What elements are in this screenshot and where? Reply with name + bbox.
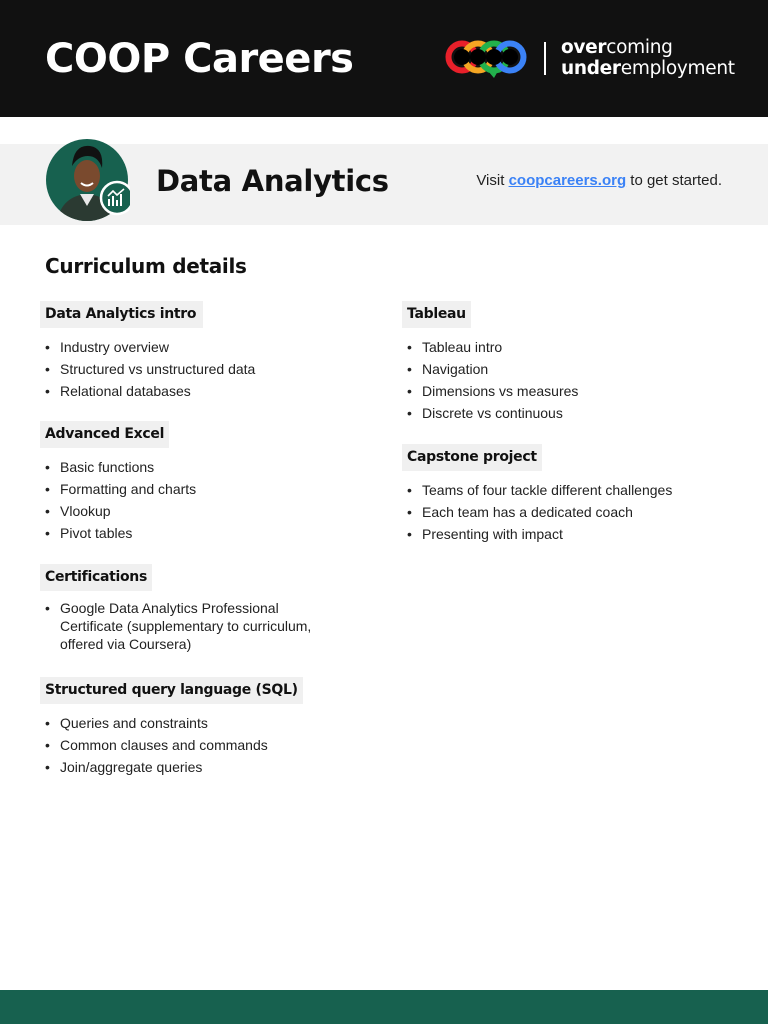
brand-title: COOP Careers (45, 36, 354, 82)
list-item: • Vlookup (45, 500, 196, 522)
module-items (40, 599, 340, 653)
line-chart-icon (101, 182, 130, 214)
module-tableau (402, 301, 578, 424)
module-items (40, 336, 255, 402)
module-certifications (40, 564, 340, 653)
tagline-rest-1: coming (606, 37, 673, 58)
tagline (561, 37, 735, 79)
list-item: • Teams of four tackle different challenges (407, 479, 672, 501)
visit-prefix: Visit (476, 172, 509, 189)
list-item: • Presenting with impact (407, 523, 672, 545)
tagline-bold-2: under (561, 58, 621, 79)
tagline-line-2 (561, 58, 735, 79)
program-title: Data Analytics (156, 164, 389, 198)
module-title: Certifications (40, 564, 152, 591)
list-item: • Structured vs unstructured data (45, 358, 255, 380)
module-advanced-excel (40, 421, 196, 544)
list-item: • Relational databases (45, 380, 255, 402)
visit-suffix: to get started. (626, 172, 722, 189)
module-title: Advanced Excel (40, 421, 169, 448)
tagline-rest-2: employment (620, 58, 735, 79)
header (0, 0, 768, 117)
list-item: • Each team has a dedicated coach (407, 501, 672, 523)
module-title: Capstone project (402, 444, 542, 471)
module-sql (40, 677, 303, 778)
module-items (402, 336, 578, 424)
avatar (46, 136, 130, 222)
list-item: • Queries and constraints (45, 712, 303, 734)
module-capstone-project (402, 444, 672, 545)
list-item: • Formatting and charts (45, 478, 196, 500)
tagline-bold-1: over (561, 37, 607, 58)
logo-divider (544, 42, 546, 75)
module-items (402, 479, 672, 545)
list-item: • Join/aggregate queries (45, 756, 303, 778)
list-item: • Discrete vs continuous (407, 402, 578, 424)
tagline-line-1 (561, 37, 735, 58)
coop-logo-icon (444, 38, 528, 80)
module-title: Tableau (402, 301, 471, 328)
module-items (40, 456, 196, 544)
website-link[interactable]: coopcareers.org (508, 172, 627, 189)
list-item: • Google Data Analytics Professional Certificate (supplementary to curriculum, offered via Coursera) (45, 599, 335, 653)
list-item: • Navigation (407, 358, 578, 380)
list-item: • Common clauses and commands (45, 734, 303, 756)
module-items (40, 712, 303, 778)
module-data-analytics-intro (40, 301, 255, 402)
visit-text (476, 170, 722, 192)
list-item: • Tableau intro (407, 336, 578, 358)
list-item: • Industry overview (45, 336, 255, 358)
list-item: • Dimensions vs measures (407, 380, 578, 402)
footer-bar (0, 990, 768, 1024)
section-heading: Curriculum details (45, 254, 247, 278)
module-title: Data Analytics intro (40, 301, 203, 328)
module-title: Structured query language (SQL) (40, 677, 303, 704)
list-item: • Basic functions (45, 456, 196, 478)
list-item: • Pivot tables (45, 522, 196, 544)
